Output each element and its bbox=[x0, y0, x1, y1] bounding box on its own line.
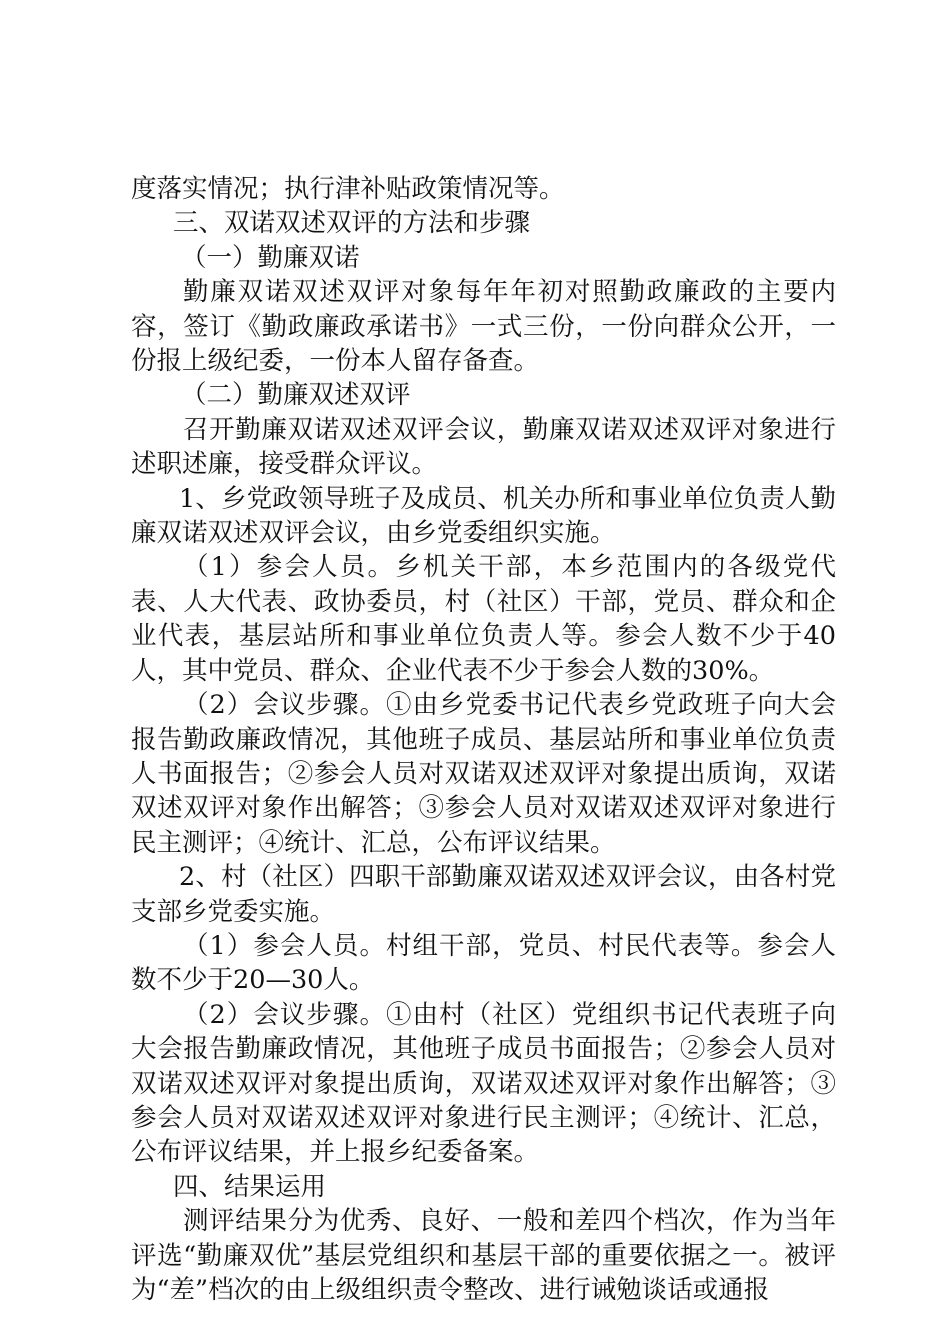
item-village-steps: （2）会议步骤。①由村（社区）党组织书记代表班子向大会报告勤廉政情况，其他班子成员书面报告；②参会人员对双诺双述双评对象提出质询，双诺双述双评对象作出解答；③参会人员对双诺双述双评对象进行民主测评；④统计、汇总，公布评议结果，并上报乡纪委备案。 bbox=[131, 999, 836, 1168]
subsection-heading-2: （二）勤廉双述双评 bbox=[181, 380, 411, 411]
paragraph-meeting: 召开勤廉双诺双述双评会议，勤廉双诺双述双评对象进行述职述廉，接受群众评议。 bbox=[131, 414, 836, 480]
subsection-heading-1: （一）勤廉双诺 bbox=[181, 242, 360, 273]
document-body bbox=[131, 172, 836, 1307]
section-heading-4: 四、结果运用 bbox=[173, 1171, 327, 1202]
item-township-attendees: （1）参会人员。乡机关干部，本乡范围内的各级党代表、人大代表、政协委员，村（社区）干部，党员、群众和企业代表，基层站所和事业单位负责人等。参会人数不少于40人，其中党员、群众、企业代表不少于参会人数的30%。 bbox=[131, 552, 836, 686]
section-heading-3: 三、双诺双述双评的方法和步骤 bbox=[173, 208, 531, 239]
item-township-meeting: 1、乡党政领导班子及成员、机关办所和事业单位负责人勤廉双诺双述双评会议，由乡党委组织实施。 bbox=[131, 483, 836, 549]
item-village-meeting: 2、村（社区）四职干部勤廉双诺双述双评会议，由各村党支部乡党委实施。 bbox=[131, 862, 836, 927]
item-township-steps: （2）会议步骤。①由乡党委书记代表乡党政班子向大会报告勤政廉政情况，其他班子成员、基层站所和事业单位负责人书面报告；②参会人员对双诺双述双评对象提出质询，双诺双述双评对象作出解答；③参会人员对双诺双述双评对象进行民主测评；④统计、汇总，公布评议结果。 bbox=[131, 690, 836, 858]
paragraph-pledge: 勤廉双诺双述双评对象每年年初对照勤政廉政的主要内容，签订《勤政廉政承诺书》一式三份，一份向群众公开，一份报上级纪委，一份本人留存备查。 bbox=[131, 277, 836, 377]
paragraph-continued: 度落实情况；执行津补贴政策情况等。 bbox=[131, 174, 565, 204]
item-village-attendees: （1）参会人员。村组干部，党员、村民代表等。参会人数不少于20—30人。 bbox=[131, 930, 836, 996]
paragraph-results: 测评结果分为优秀、良好、一般和差四个档次，作为当年评选“勤廉双优”基层党组织和基层干部的重要依据之一。被评为“差”档次的由上级组织责令整改、进行诫勉谈话或通报 bbox=[131, 1206, 836, 1305]
